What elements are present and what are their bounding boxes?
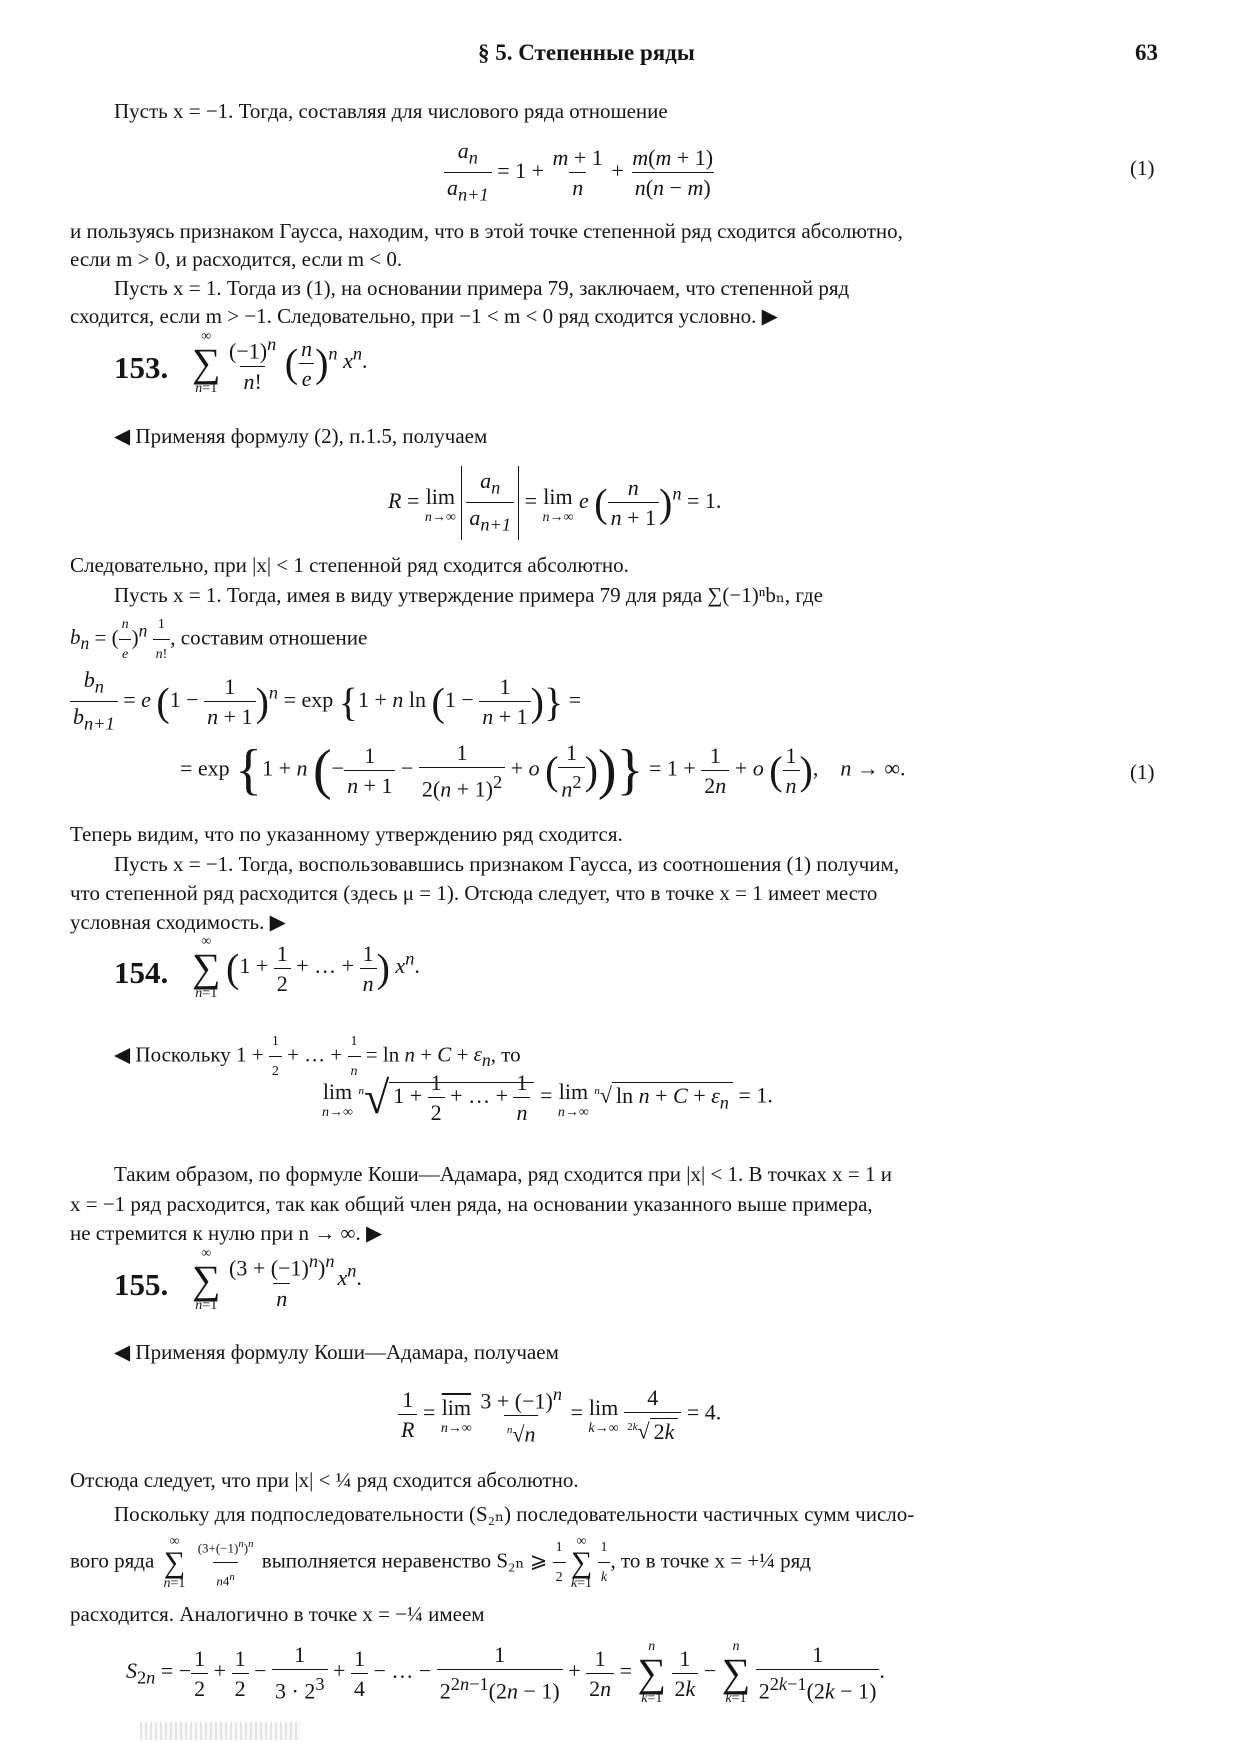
- problem-number: 154.: [114, 955, 169, 990]
- paragraph-line: Пусть x = −1. Тогда, составляя для числового ряда отношение: [114, 99, 668, 123]
- page-number: 63: [1135, 40, 1158, 65]
- paragraph-line: ◀ Применяя формулу (2), п.1.5, получаем: [114, 424, 488, 448]
- paragraph-line: расходится. Аналогично в точке x = −¼ имеем: [70, 1602, 485, 1626]
- paragraph-line: не стремится к нулю при n → ∞. ▶: [70, 1221, 383, 1245]
- scan-artifact: [140, 1722, 300, 1740]
- paragraph-line: Следовательно, при |x| < 1 степенной ряд сходится абсолютно.: [70, 553, 629, 577]
- equation-radius: R = lim n→∞ $\frac{a_n}{a_{n+1}}$ = lim n→∞ e ( $\frac{n}{n + 1}$ )$^n$ = 1.: [388, 466, 721, 540]
- paragraph-line: вого ряда ∞ ∑ n=1 $\frac{(3+(-1)^n)^n}{n4^n}$ выполняется неравенство S₂ₙ ⩾ $\frac{1}{2}$ ∞ ∑ k=1 $\frac{1}{k}$ , то в точке x = +¼ ряд: [70, 1530, 811, 1596]
- paragraph-line: Теперь видим, что по указанному утверждению ряд сходится.: [70, 822, 623, 846]
- paragraph-line: Отсюда следует, что при |x| < ¼ ряд сходится абсолютно.: [70, 1468, 579, 1492]
- equation-bn-ratio-line2: = exp {1 + n (− $\frac{1}{n + 1}$ − $\frac{1}{2(n + 1)^2}$ + o ( $\frac{1}{n^2}$ ))} = 1 + $\frac{1}{2n}$ + o ( $\frac{1}{n}$ ), n → ∞.: [180, 739, 906, 802]
- paragraph-line: Таким образом, по формуле Коши—Адамара, ряд сходится при |x| < 1. В точках x = 1 и: [114, 1162, 892, 1186]
- inline-text: выполняется неравенство S₂ₙ ⩾: [261, 1548, 548, 1573]
- inline-text: , то в точке x = +¼ ряд: [610, 1548, 811, 1573]
- series-154: ∞ ∑ n=1 (1 + $\frac{1}{2}$ + … + $\frac{1}{n}$ ) $x^n$.: [192, 934, 420, 1001]
- equation-partial-sum: $S_{2n}$ = − $\frac{1}{2}$ + $\frac{1}{2}$ − $\frac{1}{3 \cdot 2^3}$ + $\frac{1}{4}$ − … − $\frac{1}{2^{2n-1}(2n - 1)}$ + $\frac{1}{2n}$ = n ∑ k=1 $\frac{1}{2k}$ − n ∑ k=1 $\frac{1}{2^{2k-1}(2k - 1)}$ .: [126, 1639, 885, 1706]
- equation-root-limit: lim n→∞ $^n$√ 1 + $\frac{1}{2}$ + … + $\frac{1}{n}$ = lim n→∞ $^n$√ $\ln n + C + \varepsilon_n = 1$.: [322, 1070, 773, 1125]
- paragraph-line: Поскольку для подпоследовательности (S₂ₙ) последовательности частичных сумм число-: [114, 1502, 915, 1526]
- paragraph-line: сходится, если m > −1. Следовательно, при −1 < m < 0 ряд сходится условно. ▶: [70, 304, 778, 328]
- equation-cauchy-hadamard: $\frac{1}{R}$ = $\overline{lim}$ n→∞ $\frac{3 + (-1)^n}{^n√n}$ = lim k→∞ $\frac{4}{^{2k}√ 2k}$ = 4.: [398, 1380, 721, 1449]
- equation-bn-ratio-line1: $\frac{b_n}{b_{n+1}}$ = e (1 − $\frac{1}{n + 1}$ )$^n$ = exp {1 + n ln (1 − $\frac{1}{n + 1}$ )} =: [70, 665, 581, 739]
- paragraph-line: что степенной ряд расходится (здесь μ = 1). Отсюда следует, что в точке x = 1 имеет место: [70, 881, 878, 905]
- paragraph-line: x = −1 ряд расходится, так как общий член ряда, на основании указанного выше примера,: [70, 1192, 873, 1216]
- equation-ratio: $\frac{a_n}{a_{n+1}}$ = 1 + $\frac{m + 1}{n}$ + $\frac{m(m + 1)}{n(n - m)}$: [444, 136, 716, 210]
- paragraph-line: Пусть x = 1. Тогда из (1), на основании примера 79, заключаем, что степенной ряд: [114, 276, 850, 300]
- inline-text: ◀ Поскольку: [114, 1042, 231, 1067]
- paragraph-line: условная сходимость. ▶: [70, 910, 286, 934]
- paragraph-line: ◀ Поскольку 1 + $\frac{1}{2}$ + … + $\frac{1}{n}$ = $\ln n + C + \varepsilon_n$, то: [114, 1027, 521, 1086]
- equation-number: (1): [1130, 156, 1155, 180]
- series-153: ∞ ∑ n=1 $\frac{(-1)^n}{n!}$ ( $\frac{n}{e}$ )$^n$ $x^n$.: [192, 329, 368, 396]
- problem-number: 153.: [114, 350, 169, 385]
- paragraph-line: Пусть x = −1. Тогда, воспользовавшись признаком Гаусса, из соотношения (1) получим,: [114, 852, 900, 876]
- problem-number: 155.: [114, 1267, 169, 1302]
- equation-number: (1): [1130, 760, 1155, 784]
- inline-text: , составим отношение: [170, 625, 368, 650]
- paragraph-line: и пользуясь признаком Гаусса, находим, что в этой точке степенной ряд сходится абсолютно,: [70, 219, 903, 243]
- section-header: § 5. Степенные ряды: [478, 40, 695, 65]
- inline-text: вого ряда: [70, 1548, 155, 1573]
- paragraph-line: $b_n$ = ( $\frac{n}{e}$ )$^n$ $\frac{1}{n!}$ , составим отношение: [70, 610, 367, 669]
- paragraph-line: Пусть x = 1. Тогда, имея в виду утверждение примера 79 для ряда ∑(−1)ⁿbₙ, где: [114, 583, 823, 607]
- paragraph-line: если m > 0, и расходится, если m < 0.: [70, 247, 403, 271]
- series-155: ∞ ∑ n=1 $\frac{(3 + (-1)^n)^n}{n}$ $x^n$.: [192, 1246, 362, 1313]
- paragraph-line: ◀ Применяя формулу Коши—Адамара, получаем: [114, 1340, 559, 1364]
